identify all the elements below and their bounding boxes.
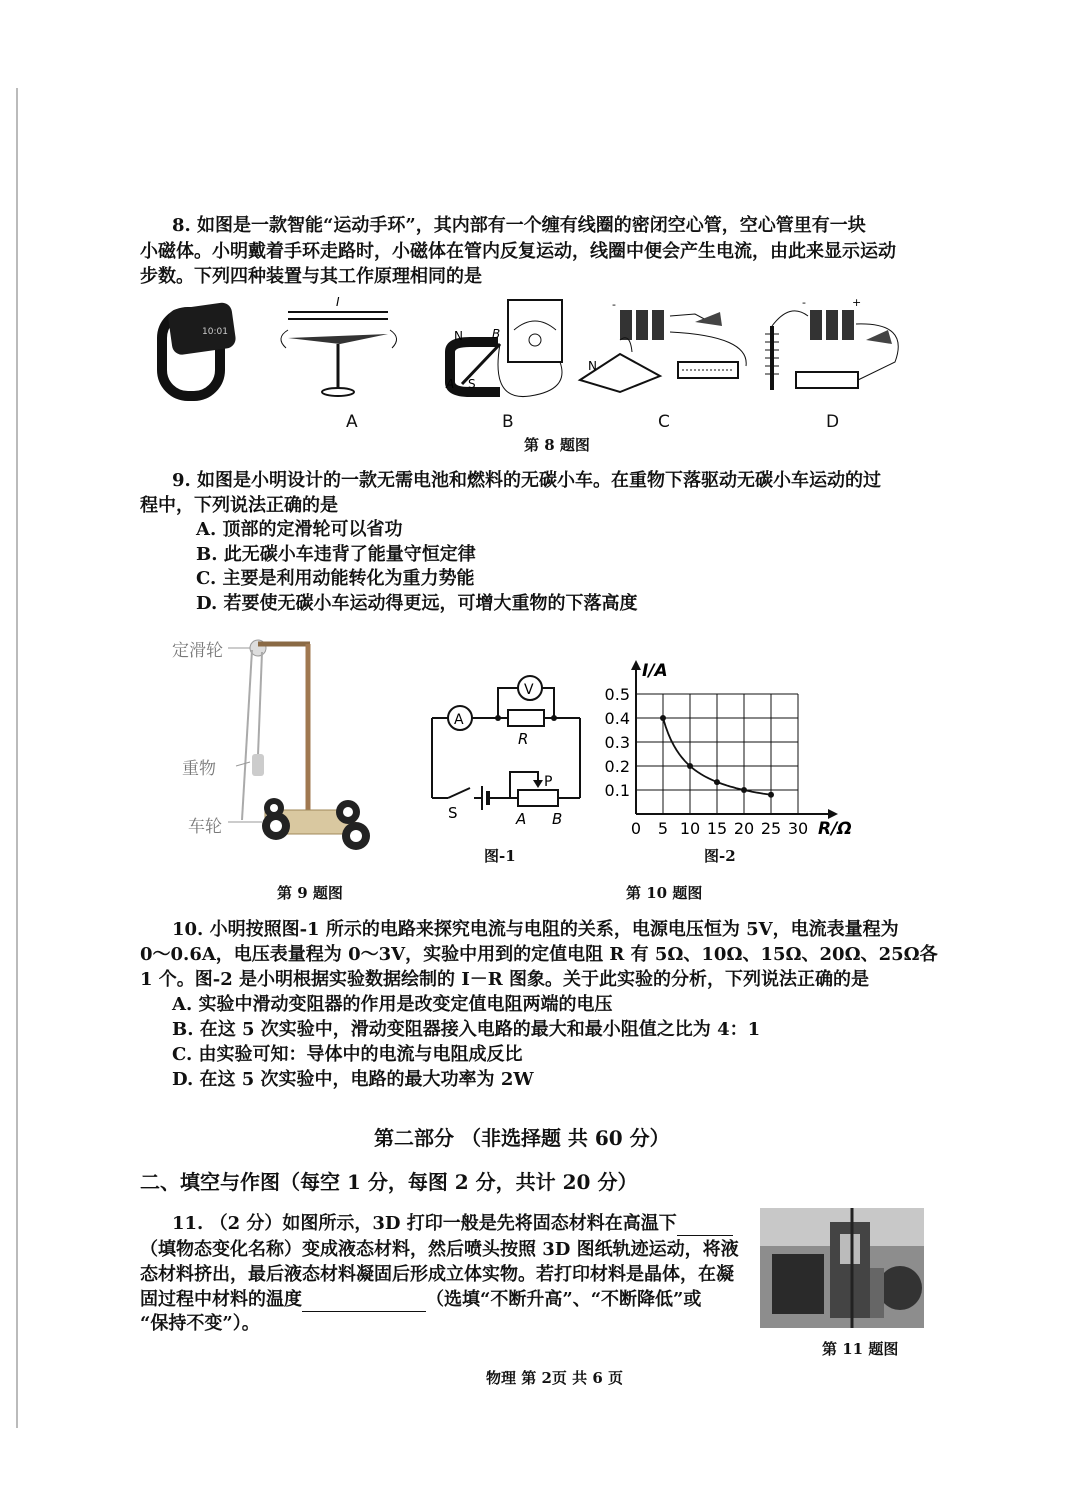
q8-line-3: 步数。下列四种装置与其工作原理相同的是 (140, 266, 482, 287)
q9-figure-caption: 第 9 题图 (277, 884, 343, 902)
q11-line-2: （填物态变化名称）变成液态材料，然后喷头按照 3D 图纸轨迹运动，将液 (140, 1239, 739, 1260)
q8-figure-caption: 第 8 题图 (524, 436, 590, 454)
q10-circuit (420, 668, 596, 828)
y-tick-label: 0.1 (604, 781, 630, 800)
figure-d-circuit (765, 296, 898, 390)
rheostat-end-b: B (552, 810, 563, 828)
fig-d-minus: - (802, 296, 806, 309)
page-footer: 物理 第 2页 共 6 页 (486, 1369, 623, 1387)
figure-b-generator (445, 300, 562, 397)
q10-option-c: C. 由实验可知：导体中的电流与电阻成反比 (172, 1044, 523, 1065)
scan-edge (16, 88, 18, 1428)
q10-line-1: 10. 小明按照图-1 所示的电路来探究电流与电阻的关系，电源电压恒为 5V，电流表量程为 (172, 919, 899, 940)
q9-label-wheel: 车轮 (188, 817, 222, 837)
q11-blank-1[interactable] (677, 1235, 733, 1236)
q9-label-pulley: 定滑轮 (172, 641, 223, 661)
band-time-text: 10:01 (202, 327, 228, 337)
q10-figure-caption: 第 10 题图 (626, 884, 703, 902)
q11-line-5: “保持不变”）。 (140, 1313, 260, 1334)
x-tick-label: 10 (679, 819, 701, 838)
q8-option-c: C (658, 412, 670, 432)
q9-option-c: C. 主要是利用动能转化为重力势能 (196, 568, 475, 589)
x-tick-label: 5 (657, 819, 669, 838)
x-tick-label: 20 (733, 819, 755, 838)
fig-b-b: B (492, 327, 501, 341)
q10-fig1-caption: 图-1 (484, 847, 516, 865)
switch-label: S (448, 804, 458, 822)
i-r-chart (596, 654, 866, 844)
q9-option-d: D. 若要使无碳小车运动得更远，可增大重物的下落高度 (196, 593, 638, 614)
q10-option-b: B. 在这 5 次实验中，滑动变阻器接入电路的最大和最小阻值之比为 4：1 (172, 1019, 761, 1040)
ammeter-label: A (454, 712, 464, 728)
x-tick-label: 30 (787, 819, 809, 838)
x-tick-label: 0 (630, 819, 642, 838)
fig-d-plus: + (852, 296, 862, 309)
section-heading: 二、填空与作图（每空 1 分，每图 2 分，共计 20 分） (140, 1170, 638, 1194)
y-tick-label: 0.3 (604, 733, 630, 752)
q9-line-1: 9. 如图是小明设计的一款无需电池和燃料的无碳小车。在重物下落驱动无碳小车运动的过 (172, 470, 882, 491)
q9-label-weight: 重物 (182, 759, 216, 779)
3d-printer-photo (760, 1208, 924, 1328)
fig-c-minus: - (612, 298, 616, 311)
fig-b-s: S (468, 377, 476, 391)
q8-line-2: 小磁体。小明戴着手环走路时，小磁体在管内反复运动，线圈中便会产生电流，由此来显示运动 (140, 241, 896, 262)
data-point (687, 763, 693, 769)
q10-line-3: 1 个。图-2 是小明根据实验数据绘制的 I－R 图象。关于此实验的分析，下列说法正确的是 (140, 969, 869, 990)
q11-figure-caption: 第 11 题图 (822, 1340, 899, 1358)
resistor-label: R (518, 730, 529, 748)
q8-figures (150, 292, 910, 410)
data-point (714, 779, 720, 785)
figure-a-needle (281, 295, 397, 396)
data-point (741, 787, 747, 793)
fig-a-current-label: I (336, 295, 340, 309)
slider-label: P (544, 774, 553, 790)
q10-option-d: D. 在这 5 次实验中，电路的最大功率为 2W (172, 1069, 534, 1090)
part2-heading: 第二部分 （非选择题 共 60 分） (374, 1126, 670, 1150)
y-axis-arrow (631, 660, 641, 670)
figure-c-circuit (580, 298, 746, 392)
q8-option-a: A (346, 412, 358, 432)
data-point (660, 715, 666, 721)
data-point (768, 792, 774, 798)
chart-axes (631, 660, 838, 819)
y-tick-label: 0.4 (604, 709, 630, 728)
fig-c-n: N (588, 359, 597, 373)
x-axis-arrow (828, 809, 838, 819)
y-axis-label: I/A (642, 661, 668, 681)
rheostat-end-a: A (516, 810, 527, 828)
q8-option-b: B (502, 412, 514, 432)
q9-option-b: B. 此无碳小车违背了能量守恒定律 (196, 544, 476, 565)
y-tick-label: 0.5 (604, 685, 630, 704)
fig-b-n: N (454, 329, 463, 343)
q11-line-3: 态材料挤出，最后液态材料凝固后形成立体实物。若打印材料是晶体，在凝 (140, 1264, 734, 1285)
sport-band-image (162, 301, 237, 396)
x-tick-label: 15 (706, 819, 728, 838)
q10-fig2-caption: 图-2 (704, 847, 736, 865)
x-axis-label: R/Ω (818, 819, 852, 839)
q8-option-d: D (826, 412, 840, 432)
q10-line-2: 0～0.6A，电压表量程为 0～3V，实验中用到的定值电阻 R 有 5Ω、10Ω、15Ω、20Ω、25Ω各 (140, 944, 938, 965)
voltmeter-label: V (524, 682, 534, 698)
q11-blank-2[interactable] (302, 1311, 426, 1312)
fig-b-a: A (446, 377, 455, 391)
q8-line-1: 8. 如图是一款智能“运动手环”，其内部有一个缠有线圈的密闭空心管，空心管里有一块 (172, 215, 866, 236)
x-tick-label: 25 (760, 819, 782, 838)
q11-line-1: 11. （2 分）如图所示，3D 打印一般是先将固态材料在高温下 (172, 1212, 733, 1236)
q11-line-4: 固过程中材料的温度 （选填“不断升高”、“不断降低”或 (140, 1289, 702, 1310)
y-tick-label: 0.2 (604, 757, 630, 776)
q9-option-a: A. 顶部的定滑轮可以省功 (196, 519, 403, 540)
q9-line-2: 程中，下列说法正确的是 (140, 495, 338, 516)
q10-option-a: A. 实验中滑动变阻器的作用是改变定值电阻两端的电压 (172, 994, 613, 1015)
